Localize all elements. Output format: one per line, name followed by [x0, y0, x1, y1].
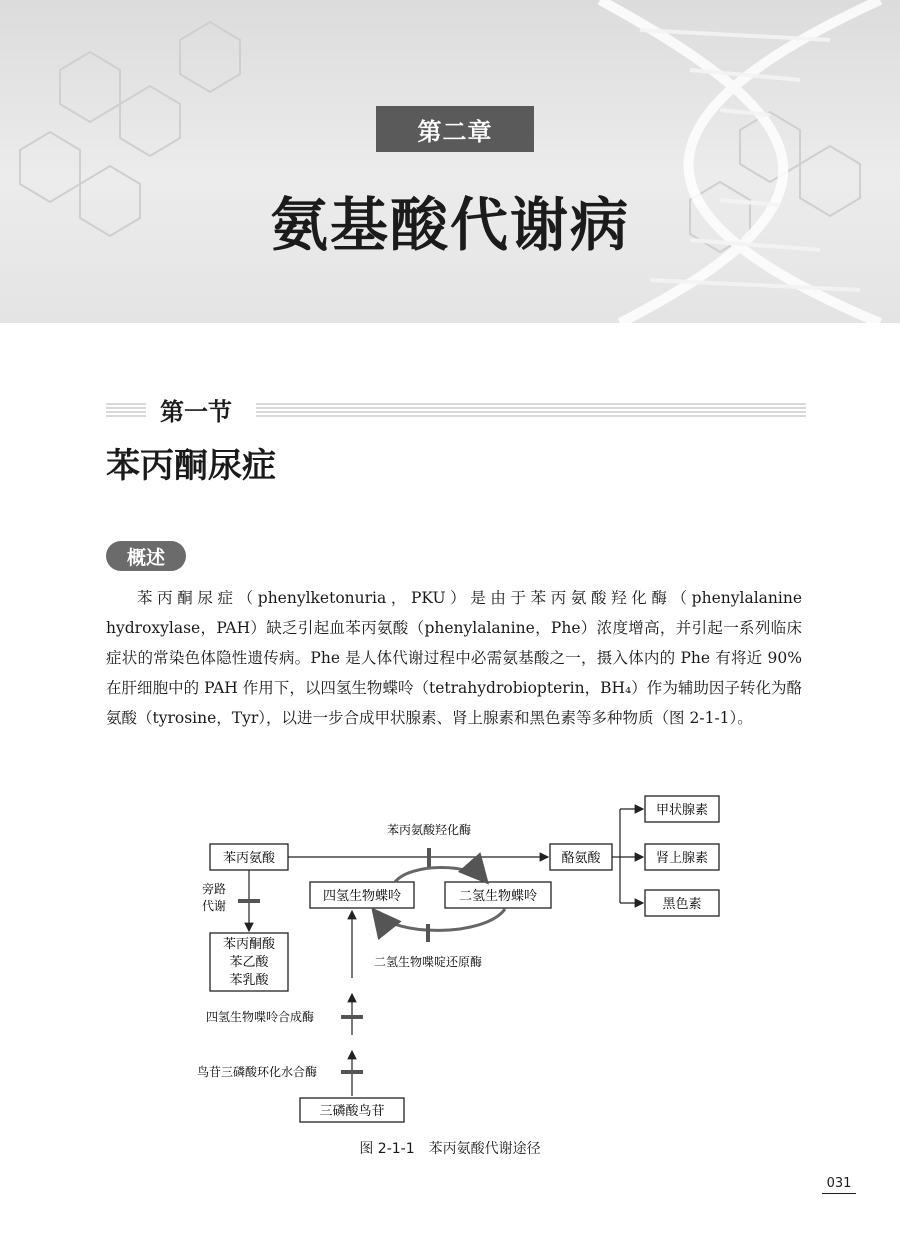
bh2-label: 二氢生物蝶呤 — [458, 889, 538, 904]
adrenaline-label: 肾上腺素 — [655, 851, 709, 866]
pah-block — [427, 848, 431, 867]
chapter-banner — [0, 0, 900, 323]
ptps-label: 四氢生物喋呤合成酶 — [205, 1010, 315, 1024]
overview-paragraph: 苯丙酮尿症（phenylketonuria，PKU）是由于苯丙氨酸羟化酶（phenylalanine hydroxylase，PAH）缺乏引起血苯丙氨酸（phenylalanine，Phe）浓度增高，并引起一系列临床症状的常染色体隐性遗传病。Phe 是人体代谢过程中必需氨基酸之一，摄入体内的 Phe 有将近 90% 在肝细胞中的 PAH 作用下，以四氢生物蝶呤（tetrahydrobiopterin，BH₄）作为辅助因子转化为酪氨酸（tyrosine，Tyr），以进一步合成甲状腺素、肾上腺素和黑色素等多种物质（图 2-1-1）。 — [106, 589, 802, 727]
section-label: 第一节 — [160, 397, 232, 426]
chapter-title: 氨基酸代谢病 — [269, 191, 630, 259]
gtpch-label: 鸟苷三磷酸环化水合酶 — [196, 1065, 318, 1079]
figure-caption: 图 2-1-1 苯丙氨酸代谢途径 — [359, 1141, 541, 1157]
side-path-block — [238, 899, 260, 903]
thyroxine-label: 甲状腺素 — [655, 803, 709, 818]
byproduct-3: 苯乳酸 — [229, 973, 269, 988]
gtpch-block — [341, 1070, 363, 1074]
byproduct-1: 苯丙酮酸 — [222, 937, 276, 952]
ptps-block — [341, 1015, 363, 1019]
side-path-label-1: 旁路 — [201, 882, 227, 896]
section-heading-row — [106, 398, 806, 426]
dhpr-block — [426, 924, 430, 942]
dna-hexagon-decoration — [0, 0, 900, 323]
cycle-arc-bottom — [375, 909, 505, 930]
bh4-label: 四氢生物蝶呤 — [322, 889, 402, 904]
pathway-diagram — [180, 785, 740, 1165]
melanin-label: 黑色素 — [662, 897, 702, 912]
chapter-label: 第二章 — [376, 106, 534, 152]
section-stripe-left — [106, 403, 146, 417]
side-path-label-2: 代谢 — [201, 899, 227, 913]
cycle-arc-top — [395, 867, 485, 882]
tyr-label: 酪氨酸 — [561, 851, 601, 866]
dhpr-label: 二氢生物喋啶还原酶 — [373, 955, 483, 969]
section-stripe-right — [256, 403, 806, 417]
page-number: 031 — [822, 1176, 856, 1194]
pah-label: 苯丙氨酸羟化酶 — [386, 823, 472, 837]
phe-label: 苯丙氨酸 — [222, 851, 276, 866]
section-title: 苯丙酮尿症 — [106, 446, 276, 486]
gtp-label: 三磷酸鸟苷 — [319, 1104, 385, 1119]
overview-tag: 概述 — [106, 541, 186, 571]
byproduct-2: 苯乙酸 — [229, 955, 269, 970]
